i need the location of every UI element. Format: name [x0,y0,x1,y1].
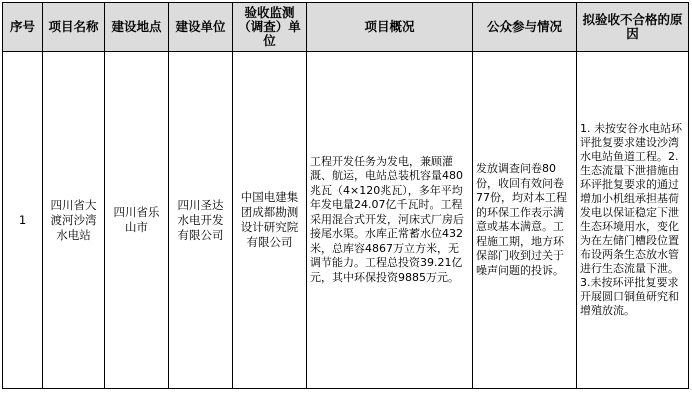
cell-public-participation: 发放调查问卷80份，收回有效问卷77份，均对本工程的环保工作表示满意或基本满意。工程施工期，地方环保部门收到过关于噪声问题的投诉。 [473,52,577,389]
cell-seq: 1 [3,52,43,389]
header-project-name: 项目名称 [43,3,105,52]
acceptance-table [2,2,689,389]
cell-location: 四川省乐山市 [105,52,169,389]
header-monitor-unit: 验收监测（调查）单位 [233,3,307,52]
header-public-participation: 公众参与情况 [473,3,577,52]
table-row [3,52,689,389]
cell-failure-reason: 1. 未按安谷水电站环评批复要求建设沙湾水电站鱼道工程。2. 生态流量下泄措施由环评批复要求的通过增加小机组承担基荷发电以保证稳定下泄生态环境用水，变化为在左储门槽段位置布设两条生态放水管进行生态流量下泄。3.未按环评批复要求开展圆口铜鱼研究和增殖放流。 [577,52,689,389]
header-overview: 项目概况 [307,3,473,52]
cell-monitor-unit: 中国电建集团成都勘测设计研究院有限公司 [233,52,307,389]
header-seq: 序号 [3,3,43,52]
cell-overview: 工程开发任务为发电，兼顾灌溉、航运，电站总装机容量480兆瓦（4×120兆瓦），多年平均年发电量24.07亿千瓦时。工程采用混合式开发，河床式厂房后接尾水渠。水库正常蓄水位432米，总库容4867万立方米，无调节能力。工程总投资39.21亿元，其中环保投资9885万元。 [307,52,473,389]
cell-project-name: 四川省大渡河沙湾水电站 [43,52,105,389]
header-builder: 建设单位 [169,3,233,52]
header-location: 建设地点 [105,3,169,52]
header-failure-reason: 拟验收不合格的原因 [577,3,689,52]
cell-builder: 四川圣达水电开发有限公司 [169,52,233,389]
table-header-row [3,3,689,52]
